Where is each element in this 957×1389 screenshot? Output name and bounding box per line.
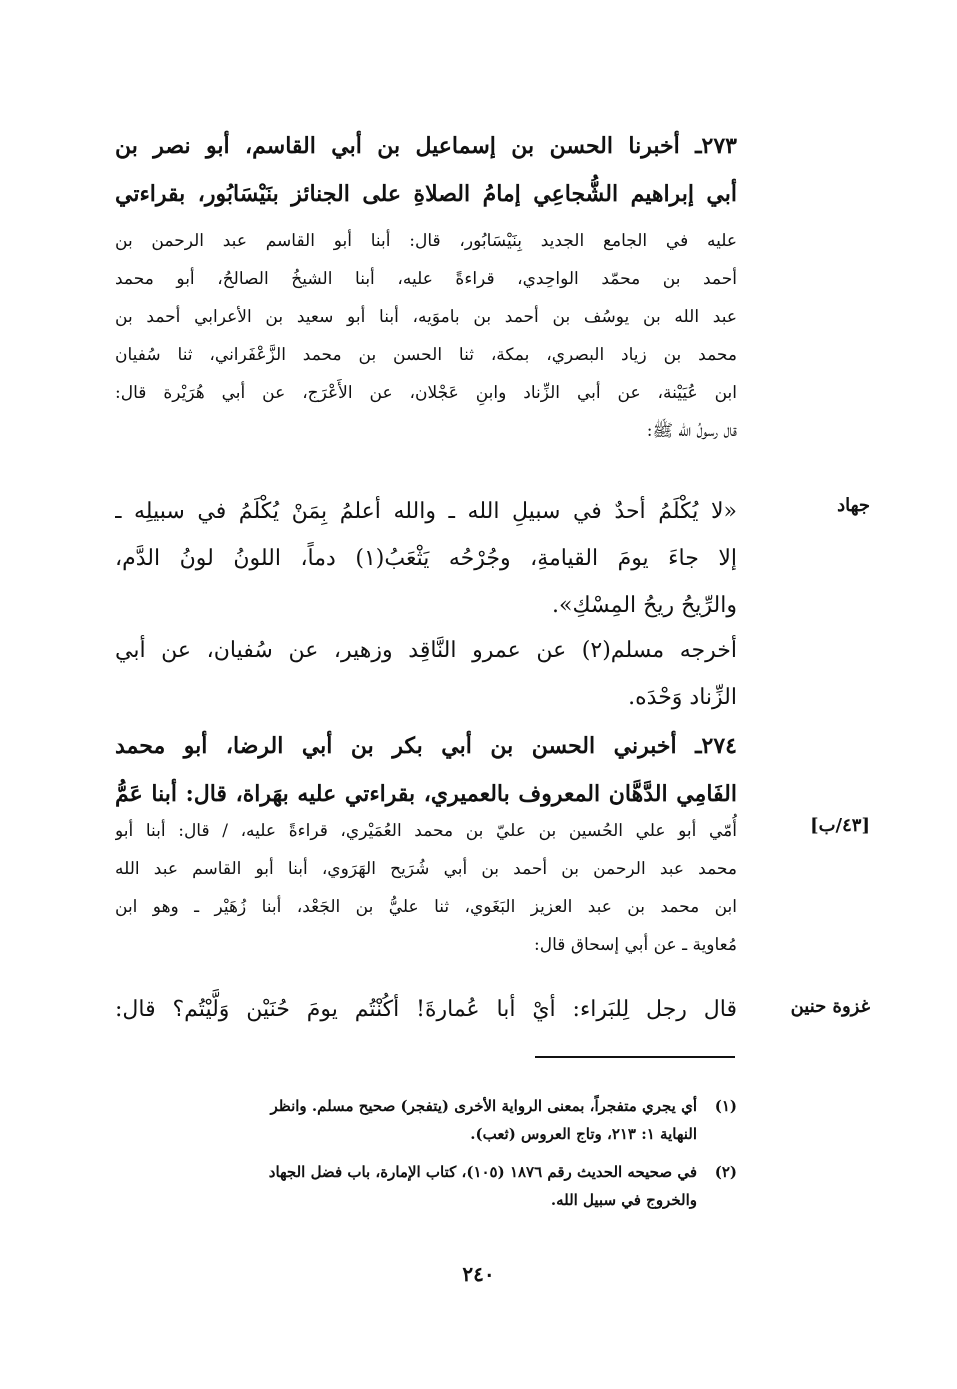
footnote-1-line-1: [115, 1092, 737, 1120]
hadith-line-1: «لا يُكْلَمُ أحدٌ في سبيلِ الله ـ والله أعلمُ بِمَنْ يُكْلَمُ في سبيلِه ـ: [115, 499, 737, 524]
margin-note-folio: [٤٣/ب]: [810, 815, 870, 836]
entry-273-line-4: أحمد بن محمّد الواحِدي، قراءةً عليه، أبنا الشيخُ الصالحُ، أبو محمد: [115, 269, 737, 289]
entry-274-quote: [115, 986, 737, 1033]
entry-273-hadith: [115, 488, 737, 629]
hadith-line-3: والرِّيحُ ريحُ المِسْكِ».: [552, 593, 737, 618]
footnote-2: [115, 1158, 737, 1214]
entry-274-line-1: ٢٧٤ـ أخبرني الحسن بن أبي بكر بن أبي الرضا، أبو محمد: [115, 733, 737, 759]
entry-273-line-1: ٢٧٣ـ أخبرنا الحسن بن إسماعيل بن أبي القاسم، أبو نصر بن: [115, 133, 737, 159]
entry-274-line-6: مُعاوية ـ عن أبي إسحاق قال:: [534, 935, 737, 955]
footnote-1-text-1: أي يجري متفجراً، بمعنى الرواية الأخرى (يتفجر) صحيح مسلم. وانظر: [270, 1097, 697, 1115]
footnote-divider: [535, 1056, 735, 1058]
entry-274-line-5: ابن محمد بن عبد العزيز البَغَوي، ثنا عليُّ بن الجَعْد، أبنا زُهَيْر ـ وهو ابن: [115, 897, 737, 917]
footnote-2-line-1: [115, 1158, 737, 1186]
quote-line: قال رجل لِلبَراء: أيْ أبا عُمارةَ! أكُنْتُم يومَ حُنَيْن وَلَّيْتُم؟ قال:: [115, 997, 737, 1022]
takhrij-line-1: أخرجه مسلم(٢) عن عمرو النَّاقِد وزهير، عن سُفيان، عن أبي: [115, 638, 737, 663]
entry-274-line-3: أُمّي أبو علي الحُسين بن عليّ بن محمد العُمَيْري، قراءةً عليه، / قال: أبنا أبو: [115, 821, 737, 841]
footnote-2-text-1: في صحيحه الحديث رقم ١٨٧٦ (١٠٥)، كتاب الإمارة، باب فضل الجهاد: [268, 1163, 697, 1181]
entry-273-isnad: [115, 222, 737, 450]
margin-note-hunayn: غزوة حنين: [790, 996, 870, 1017]
entry-273-line-6: محمد بن زياد البصري، بمكة، ثنا الحسن بن محمد الزَّعْفَراني، ثنا سُفيان: [115, 345, 737, 365]
entry-274-heading: [115, 722, 737, 818]
entry-273-heading: [115, 122, 737, 218]
margin-note-jihad: جهاد: [837, 495, 870, 516]
entry-273-line-8: قال رسولُ الله ﷺ:: [646, 421, 737, 441]
entry-273-line-3: عليه في الجامع الجديد بِنَيْسَابُور، قال: أبنا أبو القاسم عبد الرحمن بن: [115, 231, 737, 251]
entry-273-line-7: ابن عُيَيْنة، عن أبي الزِّناد وابنِ عَجْلان، عن الأَعْرَج، عن أبي هُرَيْرة قال:: [115, 383, 737, 403]
footnote-1-number: (١): [714, 1097, 737, 1115]
footnote-1-text-2: النهاية ١: ٢١٣، وتاج العروس (ثعب).: [470, 1125, 697, 1143]
entry-273-line-5: عبد الله بن يوسُف بن أحمد بن باموَيه، أبنا أبو سعيد بن الأعرابي أحمد بن: [115, 307, 737, 327]
entry-273-takhrij: [115, 627, 737, 721]
footnote-1: [115, 1092, 737, 1148]
footnote-2-number: (٢): [714, 1163, 737, 1181]
takhrij-line-2: الزِّناد وَحْدَه.: [628, 685, 737, 710]
page-number: ٢٤٠: [462, 1262, 495, 1286]
hadith-line-2: إلا جاءَ يومَ القيامةِ، وجُرْحُه يَثْعَبُ(١) دماً، اللونُ لونُ الدَّم،: [115, 546, 737, 571]
entry-274-line-2: الفَامِي الدَّهَّان المعروف بالعميري، بقراءتي عليه بهَراة، قال: أبنا عَمُّ: [115, 781, 737, 807]
entry-274-isnad: [115, 812, 737, 964]
entry-273-line-2: أبي إبراهيم الشُّجاعِي إمامُ الصلاةِ على الجنائز بنَيْسَابُور، بقراءتي: [115, 181, 737, 207]
footnote-2-text-2: والخروج في سبيل الله.: [550, 1191, 697, 1209]
entry-274-line-4: محمد عبد الرحمن بن أحمد بن أبي شُرَيح الهَرَوي، أبنا أبو القاسم عبد الله: [115, 859, 737, 879]
